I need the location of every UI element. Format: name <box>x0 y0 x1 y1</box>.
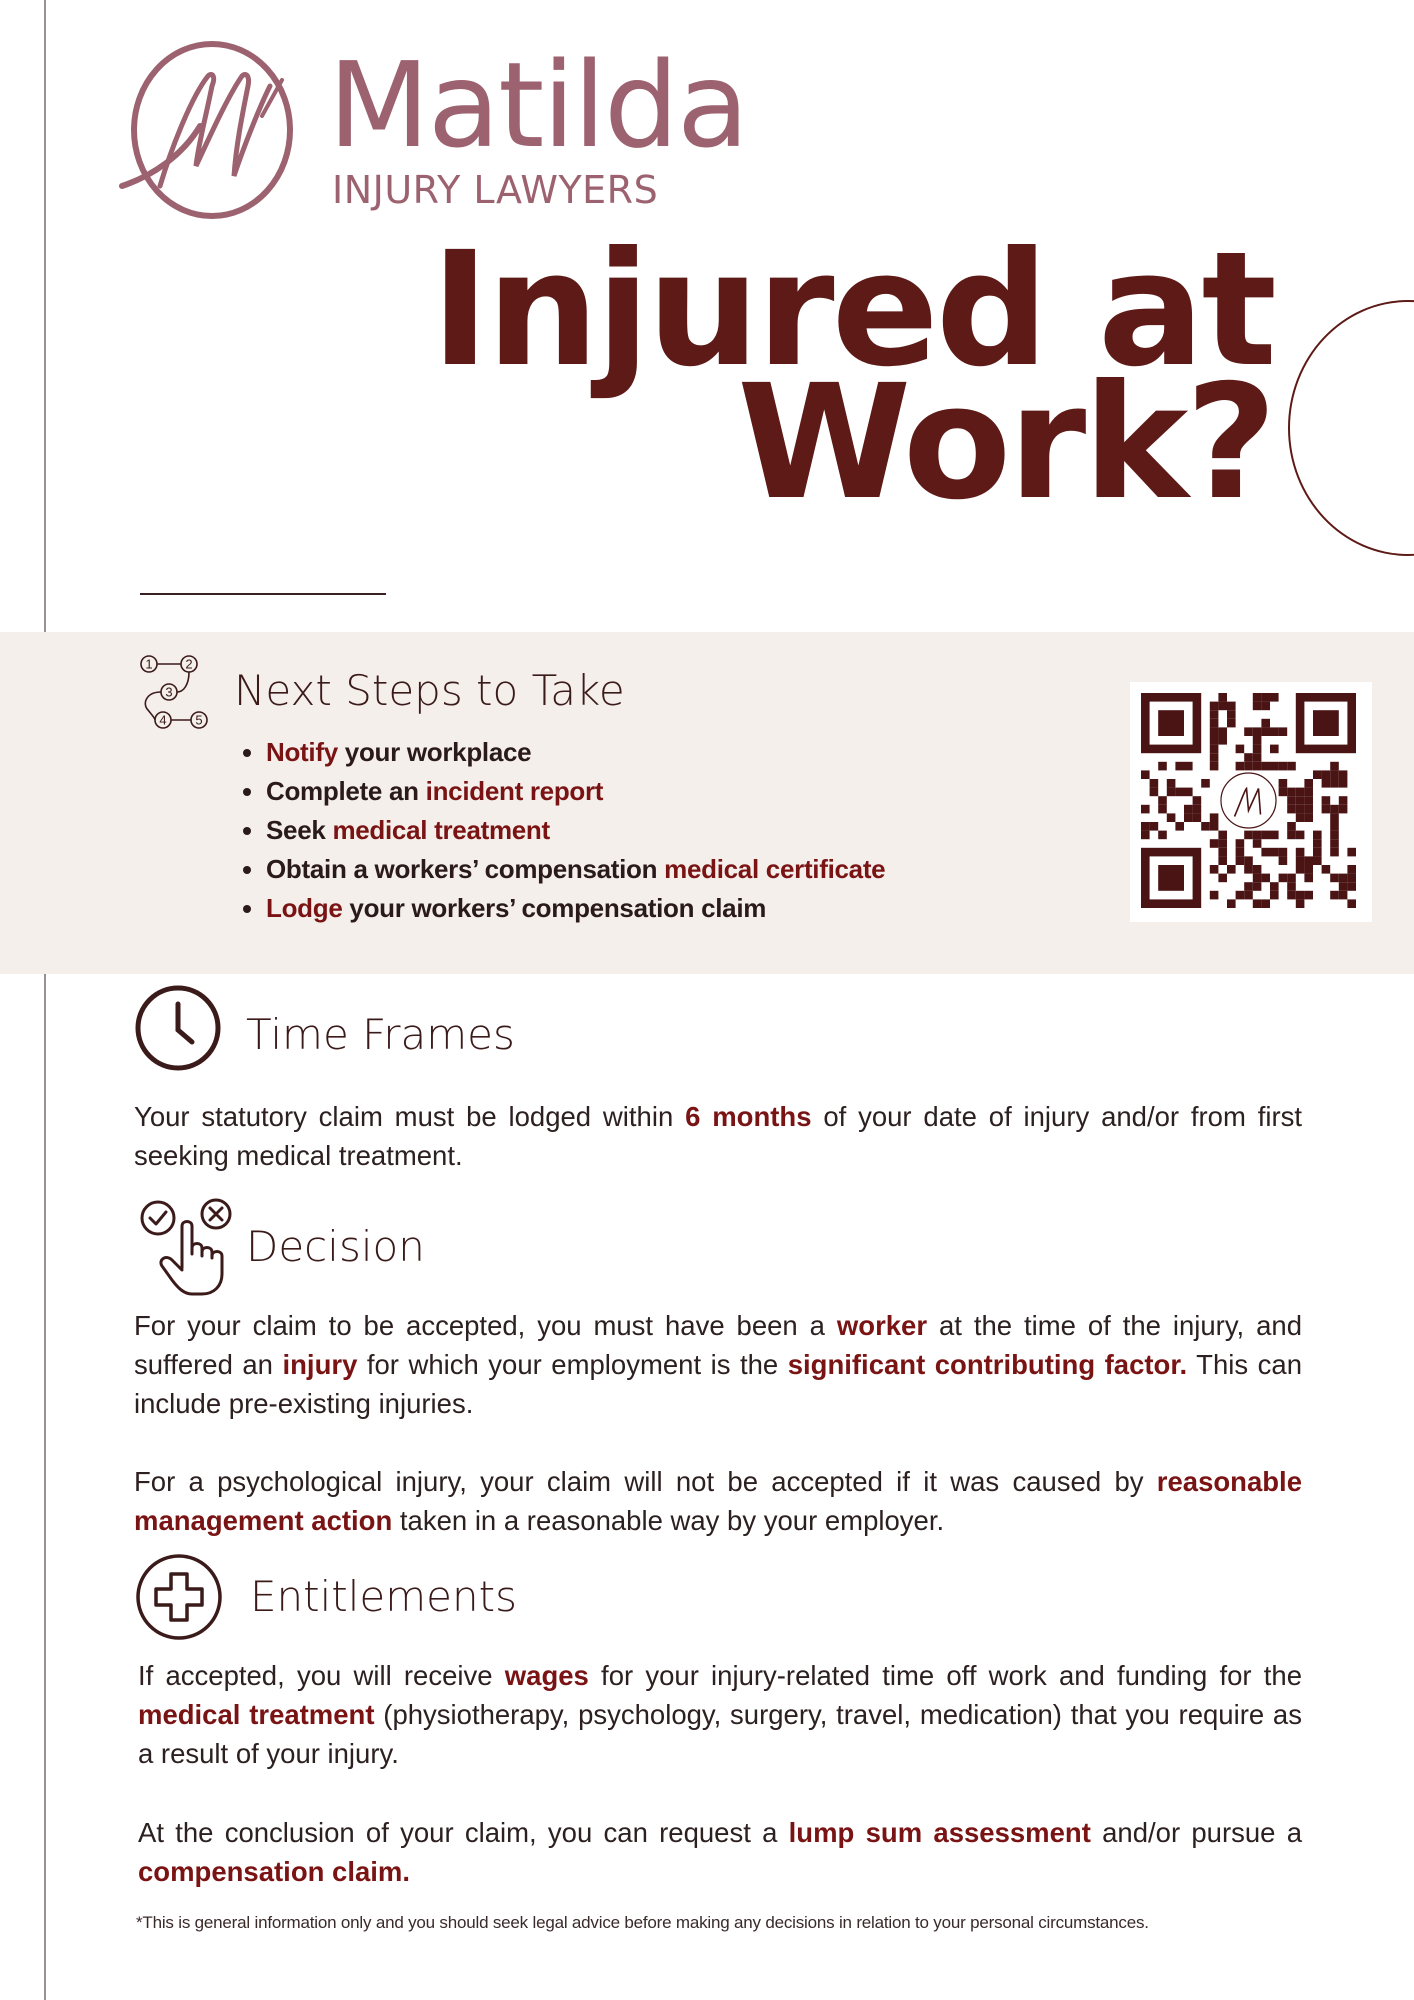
svg-text:4: 4 <box>159 712 167 728</box>
divider-rule <box>140 593 386 595</box>
svg-text:5: 5 <box>195 712 203 728</box>
decorative-circle <box>1288 300 1414 556</box>
qr-code-icon <box>1141 693 1361 911</box>
svg-text:3: 3 <box>165 684 173 700</box>
decision-text-1: For your claim to be accepted, you must have been a worker at the time of the injury, and suffered an injury for which your employment is the significant contributing factor. This can include pre-existing injuries. <box>134 1310 1302 1419</box>
list-item: • Obtain a workers’ compensation medical certificate <box>266 850 885 889</box>
entitlements-text-2: At the conclusion of your claim, you can request a lump sum assessment and/or pursue a compensation claim. <box>138 1817 1302 1887</box>
list-item: • Lodge your workers’ compensation claim <box>266 889 885 928</box>
decision-title: Decision <box>246 1222 425 1271</box>
svg-text:1: 1 <box>145 656 153 672</box>
matilda-logo-icon <box>112 36 302 224</box>
disclaimer-footnote: *This is general information only and you should seek legal advice before making any decisions in relation to your personal circumstances. <box>136 1913 1149 1932</box>
medical-cross-icon <box>134 1552 224 1642</box>
time-frames-text: Your statutory claim must be lodged within 6 months of your date of injury and/or from first seeking medical treatment. <box>134 1101 1303 1171</box>
brand-name: Matilda <box>328 36 748 174</box>
brand-subtitle: INJURY LAWYERS <box>332 168 659 212</box>
decision-text-2: For a psychological injury, your claim will not be accepted if it was caused by reasonable management action taken in a reasonable way by your employer. <box>134 1466 1302 1536</box>
numbered-steps-icon <box>136 652 210 732</box>
hero-line-2: Work? <box>737 350 1274 535</box>
hero-line-1: Injured at <box>430 218 1274 402</box>
next-steps-list <box>232 733 885 928</box>
list-item: • Seek medical treatment <box>266 811 885 850</box>
page-margin-line <box>44 0 46 2000</box>
svg-text:2: 2 <box>185 656 193 672</box>
entitlements-text-1: If accepted, you will receive wages for your injury-related time off work and funding for the medical treatment (physiotherapy, psychology, surgery, travel, medication) that you require as a result of your injury. <box>138 1660 1302 1769</box>
next-steps-title: Next Steps to Take <box>234 666 625 715</box>
list-item: • Complete an incident report <box>266 772 885 811</box>
qr-code[interactable] <box>1130 682 1372 922</box>
entitlements-title: Entitlements <box>250 1572 517 1621</box>
tap-choice-icon <box>136 1196 240 1296</box>
hero-heading <box>430 218 1274 535</box>
list-item: • Notify your workplace <box>266 733 885 772</box>
time-frames-title: Time Frames <box>246 1010 515 1059</box>
clock-icon <box>134 984 222 1072</box>
